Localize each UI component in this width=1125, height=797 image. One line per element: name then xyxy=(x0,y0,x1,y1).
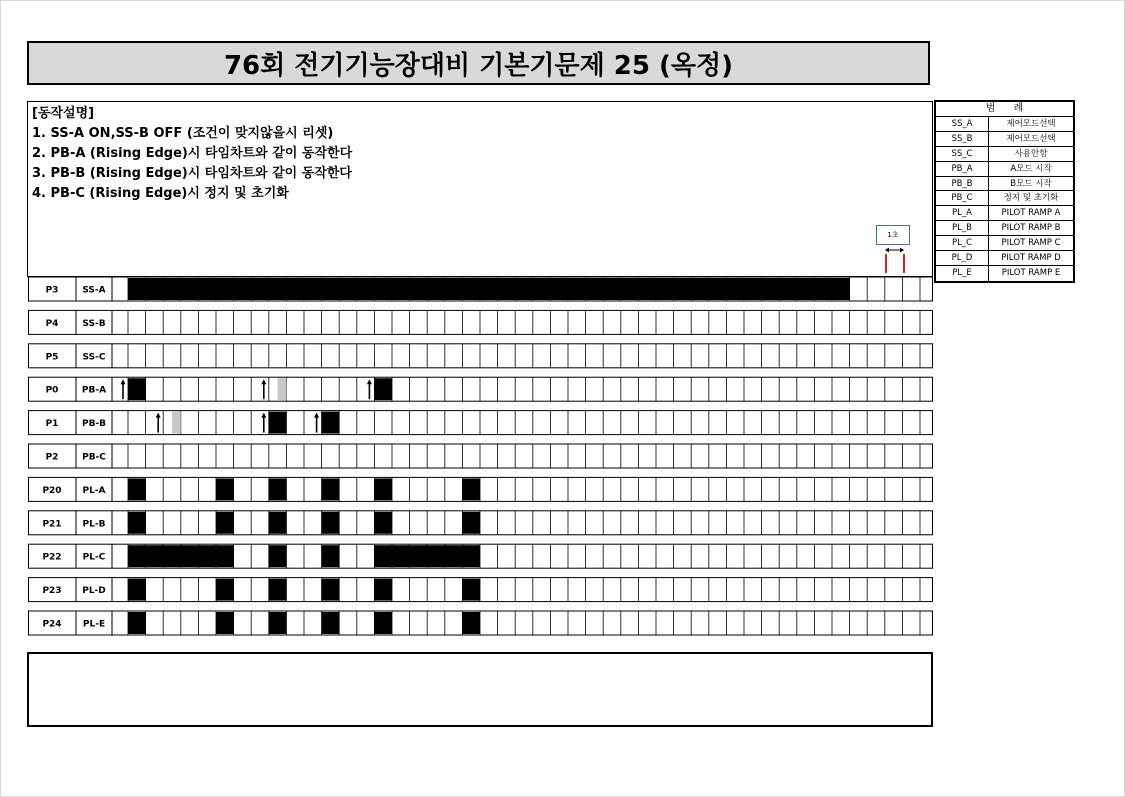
signal-on-segment xyxy=(322,478,340,500)
signal-on-segment xyxy=(374,545,480,567)
description-line: 1. SS-A ON,SS-B OFF (조건이 맞지않을시 리셋) xyxy=(32,126,334,141)
signal-on-segment xyxy=(374,612,392,634)
page-title-text: 76회 전기기능장대비 기본기문제 25 (옥정) xyxy=(223,50,734,81)
port-label: P0 xyxy=(45,385,59,396)
signal-gray-segment xyxy=(172,412,181,434)
legend-value: PILOT RAMP E xyxy=(1001,267,1061,278)
legend-table xyxy=(934,100,1075,283)
legend-key: PL_C xyxy=(936,236,989,250)
signal-label: PL-A xyxy=(82,485,106,496)
signal-on-segment xyxy=(374,579,392,601)
signal-label: PB-A xyxy=(81,385,107,396)
signal-on-segment xyxy=(462,512,480,534)
signal-on-segment xyxy=(374,478,392,500)
port-label: P5 xyxy=(45,352,59,363)
legend-key: SS_B xyxy=(936,132,989,146)
timing-chart xyxy=(28,276,933,638)
signal-on-segment xyxy=(128,378,146,400)
legend-row xyxy=(936,117,1073,132)
signal-on-segment xyxy=(269,545,287,567)
legend-title: 범례 xyxy=(936,102,1073,117)
signal-on-segment xyxy=(374,378,392,400)
signal-gray-segment xyxy=(278,378,287,400)
legend-value: PILOT RAMP C xyxy=(1001,238,1061,249)
legend-value: 사용안함 xyxy=(1014,148,1048,159)
signal-on-segment xyxy=(462,478,480,500)
legend-row xyxy=(936,162,1073,177)
legend-key: PL_D xyxy=(936,251,989,265)
port-label: P1 xyxy=(45,419,59,430)
legend-value: PILOT RAMP B xyxy=(1001,223,1061,234)
signal-on-segment xyxy=(462,579,480,601)
signal-on-segment xyxy=(322,512,340,534)
legend-row xyxy=(936,177,1073,192)
port-label: P2 xyxy=(45,452,59,463)
page-title xyxy=(27,41,930,85)
signal-label: PL-D xyxy=(82,586,106,597)
port-label: P22 xyxy=(42,552,62,563)
signal-on-segment xyxy=(128,612,146,634)
port-label: P4 xyxy=(45,318,59,329)
legend-row xyxy=(936,147,1073,162)
signal-label: SS-C xyxy=(82,352,106,363)
signal-on-segment xyxy=(269,478,287,500)
legend-value: 제어모드선택 xyxy=(1006,119,1056,129)
legend-key: PB_A xyxy=(936,162,989,176)
signal-label: PL-E xyxy=(82,619,106,630)
signal-label: SS-B xyxy=(82,318,106,329)
legend-key: PL_B xyxy=(936,221,989,235)
signal-on-segment xyxy=(269,412,287,434)
time-unit-label: 1초 xyxy=(887,231,899,239)
signal-on-segment xyxy=(216,478,234,500)
signal-on-segment xyxy=(269,579,287,601)
description-heading: [동작설명] xyxy=(32,106,95,121)
legend-key: SS_C xyxy=(936,147,989,161)
legend-row xyxy=(936,132,1073,147)
legend-key: PL_E xyxy=(936,266,989,281)
signal-on-segment xyxy=(269,512,287,534)
port-label: P20 xyxy=(42,485,62,496)
legend-value: PILOT RAMP D xyxy=(1001,253,1061,264)
legend-key: SS_A xyxy=(936,117,989,131)
legend-value: A모드 시작 xyxy=(1010,163,1052,174)
notes-box xyxy=(27,652,933,727)
legend-value: B모드 시작 xyxy=(1010,178,1052,189)
port-label: P23 xyxy=(42,586,62,597)
legend-row xyxy=(936,191,1073,206)
legend-key: PL_A xyxy=(936,206,989,220)
signal-on-segment xyxy=(322,545,340,567)
arrow-left-icon xyxy=(885,248,889,253)
signal-on-segment xyxy=(322,612,340,634)
legend-value: 정지 및 초기화 xyxy=(1003,193,1059,204)
signal-on-segment xyxy=(322,579,340,601)
signal-label: PL-B xyxy=(82,519,106,530)
port-label: P3 xyxy=(45,285,59,296)
signal-on-segment xyxy=(128,278,850,300)
signal-on-segment xyxy=(216,512,234,534)
legend-key: PB_B xyxy=(936,177,989,191)
description-line: 4. PB-C (Rising Edge)시 정지 및 초기화 xyxy=(32,186,289,201)
signal-on-segment xyxy=(322,412,340,434)
legend-row xyxy=(936,251,1073,266)
legend-row xyxy=(936,206,1073,221)
legend-value: PILOT RAMP A xyxy=(1001,208,1061,219)
arrow-right-icon xyxy=(900,248,904,253)
legend-key: PB_C xyxy=(936,191,989,205)
operation-description xyxy=(27,101,933,277)
description-line: 3. PB-B (Rising Edge)시 타임차트와 같이 동작한다 xyxy=(32,166,352,181)
signal-on-segment xyxy=(128,579,146,601)
signal-label: PB-B xyxy=(81,419,107,430)
legend-value: 제어모드선택 xyxy=(1006,133,1056,144)
port-label: P24 xyxy=(42,619,62,630)
description-line: 2. PB-A (Rising Edge)시 타임차트와 같이 동작한다 xyxy=(32,146,353,161)
signal-label: PL-C xyxy=(82,552,106,563)
port-label: P21 xyxy=(42,519,62,530)
signal-on-segment xyxy=(462,612,480,634)
signal-on-segment xyxy=(374,512,392,534)
signal-on-segment xyxy=(128,512,146,534)
signal-on-segment xyxy=(216,612,234,634)
legend-row xyxy=(936,266,1073,281)
legend-row xyxy=(936,236,1073,251)
time-unit-box xyxy=(876,225,910,245)
legend-row xyxy=(936,221,1073,236)
signal-label: SS-A xyxy=(82,285,106,296)
signal-on-segment xyxy=(216,579,234,601)
time-unit-marker xyxy=(876,245,912,275)
signal-on-segment xyxy=(269,612,287,634)
signal-label: PB-C xyxy=(82,452,106,463)
signal-on-segment xyxy=(128,478,146,500)
signal-on-segment xyxy=(128,545,234,567)
